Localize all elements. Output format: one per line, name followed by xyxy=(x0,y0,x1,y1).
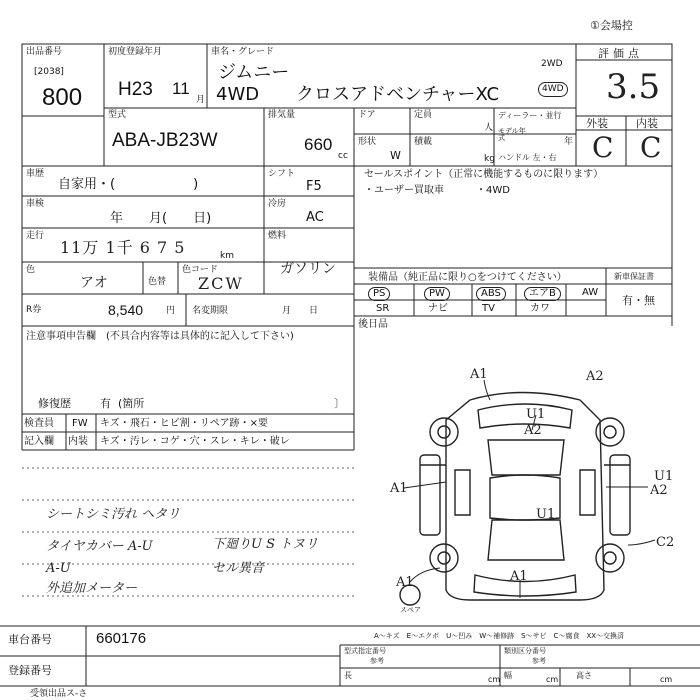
displacement-label: 排気量 xyxy=(268,110,296,120)
repair-location: (箇所 xyxy=(118,397,145,410)
inspector-label: 検査員 xyxy=(24,418,54,429)
drive-2wd: 2WD xyxy=(541,59,563,69)
color-value: アオ xyxy=(80,275,108,291)
shape-label: 形状 xyxy=(358,137,377,147)
recycle-label: R券 xyxy=(26,305,42,315)
exterior-label: 外装 xyxy=(586,117,608,130)
lot-sub: [2038] xyxy=(34,67,64,77)
inspection-label: 車検 xyxy=(26,199,45,209)
equip-abs: ABS xyxy=(476,287,506,301)
equip-leather: カワ xyxy=(530,303,550,314)
car-name: ジムニー xyxy=(218,62,290,83)
equip-airbag: エアB xyxy=(524,287,561,301)
displacement-unit: cc xyxy=(338,151,348,161)
score-label: 評価点 xyxy=(598,47,643,60)
equip-pw: PW xyxy=(424,287,450,301)
sales-title: セールスポイント（正常に機能するものに限ります） xyxy=(364,169,604,180)
handwritten-note: タイヤカバー A-U xyxy=(46,539,153,554)
registration-label: 登録番号 xyxy=(8,664,52,677)
equipment-title: 装備品（純正品に限り○をつけてください） xyxy=(368,272,567,283)
name-change-value: 月 日 xyxy=(282,306,319,316)
sales-item: ・ユーザー買取車 xyxy=(364,185,444,196)
width-label: 幅 xyxy=(504,671,512,680)
notes-title: 注意事項申告欄 xyxy=(26,331,96,342)
damage-mark: A2 xyxy=(586,369,604,384)
capacity-label: 積載 xyxy=(414,137,433,147)
later-items-label: 後日品 xyxy=(358,319,388,330)
seats-unit: 人 xyxy=(484,123,494,133)
damage-mark: A1 xyxy=(396,575,414,590)
fuel-label: 燃料 xyxy=(268,231,287,241)
equip-ps: PS xyxy=(368,287,390,301)
capacity-unit: kg xyxy=(484,154,495,164)
footer-text: 受領出品ス-さ xyxy=(30,689,88,699)
shape-value: W xyxy=(390,149,401,162)
equip-navi: ナビ xyxy=(428,303,448,314)
inspector-row: キズ・汚レ・コゲ・穴・スレ・キレ・破レ xyxy=(100,436,290,447)
grade: クロスアドベンチャーXC xyxy=(296,84,500,105)
damage-mark: A1 xyxy=(470,367,488,382)
handwritten-note: A-U xyxy=(46,561,71,576)
mileage-value: 11万 1千 6 7 5 xyxy=(60,238,186,257)
mileage-label: 走行 xyxy=(26,231,45,241)
lot-label: 出品番号 xyxy=(26,47,63,57)
handwritten-note: 外追加メーター xyxy=(46,581,138,596)
recycle-unit: 円 xyxy=(166,306,176,316)
repair-close: 〕 xyxy=(334,397,345,410)
damage-mark: C2 xyxy=(656,535,675,550)
reference-label: 参考 xyxy=(370,657,384,665)
mileage-unit: km xyxy=(220,251,234,261)
shift-label: シフト xyxy=(268,169,296,179)
car-name-label: 車名・グレード xyxy=(211,47,275,57)
grade-prefix: 4WD xyxy=(216,84,260,105)
handwritten-note: シートシミ汚れ ヘタリ xyxy=(46,507,181,522)
category-label: 類別区分番号 xyxy=(504,647,546,655)
length-label: 長 xyxy=(344,671,352,680)
color-label: 色 xyxy=(26,265,36,275)
model-label: 型式 xyxy=(108,110,127,120)
ac-value: AC xyxy=(306,210,324,225)
designation-label: 型式指定番号 xyxy=(344,647,386,655)
damage-mark: U1 xyxy=(654,469,674,484)
handle-label: ハンドル 左・右 xyxy=(498,153,557,162)
handwritten-note: 下廻りU S トヌリ xyxy=(212,537,319,552)
spare-label: スペア xyxy=(400,606,421,614)
interior-label: 内装 xyxy=(636,117,658,130)
displacement-value: 660 xyxy=(304,135,333,154)
damage-mark: A1 xyxy=(390,481,408,496)
color-change-label: 色替 xyxy=(148,277,167,287)
sales-item: ・4WD xyxy=(476,185,510,196)
inspector-row: キズ・飛石・ヒビ割・リペア跡・×要 xyxy=(100,418,268,429)
inspector-row-head: FW xyxy=(72,418,88,429)
first-reg-label: 初度登録年月 xyxy=(108,47,163,57)
inspector-label: 記入欄 xyxy=(24,436,54,447)
equip-sr: SR xyxy=(376,303,390,314)
shift-value: F5 xyxy=(306,179,322,194)
fuel-value: ガソリン xyxy=(280,261,336,277)
doors-label: ドア xyxy=(358,110,376,120)
color-code-value: ZCW xyxy=(198,274,244,293)
height-unit: cm xyxy=(660,675,673,684)
chassis-number: 660176 xyxy=(96,630,147,647)
damage-mark: U1 xyxy=(526,407,546,422)
lot-number: 800 xyxy=(42,84,83,111)
color-code-label: 色コード xyxy=(182,265,219,275)
warranty-label: 新車保証書 xyxy=(614,272,654,281)
model-value: ABA-JB23W xyxy=(112,130,218,151)
handwritten-note: セル異音 xyxy=(212,561,265,576)
dealer-label: ディーラー・並行 xyxy=(498,111,562,120)
equip-tv: TV xyxy=(482,303,495,314)
damage-legend: A～キズ E～エクボ U～凹み W～補修跡 S～サビ C～腐食 XX～交換済 xyxy=(374,632,625,640)
first-reg-year: H23 xyxy=(118,79,153,100)
exterior-grade: C xyxy=(592,131,614,164)
height-label: 高さ xyxy=(576,671,592,680)
equip-aw: AW xyxy=(582,287,599,298)
name-change-label: 名変期限 xyxy=(192,306,229,316)
first-reg-month: 11 xyxy=(172,79,190,98)
repair-value: 有 xyxy=(100,397,111,410)
inspector-row-head: 内装 xyxy=(68,436,88,447)
chassis-label: 車台番号 xyxy=(8,633,52,646)
drive-4wd: 4WD xyxy=(538,82,568,97)
damage-mark: A2 xyxy=(524,423,542,438)
damage-mark: A2 xyxy=(650,483,668,498)
ac-label: 冷房 xyxy=(268,199,287,209)
interior-grade: C xyxy=(640,131,662,164)
width-unit: cm xyxy=(546,675,559,684)
seats-label: 定員 xyxy=(414,110,433,120)
model-year-label: モデル年式 xyxy=(498,127,526,142)
vehicle-use-value: 自家用・( ) xyxy=(58,177,199,192)
notes-subtitle: (不具合内容等は具体的に記入して下さい) xyxy=(106,331,294,342)
score: 3.5 xyxy=(606,67,661,107)
year-unit: 年 xyxy=(564,137,574,147)
damage-mark: U1 xyxy=(536,507,556,522)
reference-label: 参考 xyxy=(532,657,546,665)
warranty-value: 有・無 xyxy=(622,294,655,307)
vehicle-use-label: 車歴 xyxy=(26,169,45,179)
length-unit: cm xyxy=(488,675,501,684)
inspection-value: 年 月( 日) xyxy=(110,211,212,226)
month-unit: 月 xyxy=(196,95,206,105)
venue-code: ①会場控 xyxy=(590,19,633,32)
repair-label: 修復歴 xyxy=(38,397,71,410)
recycle-value: 8,540 xyxy=(108,302,144,318)
damage-mark: A1 xyxy=(510,569,528,584)
